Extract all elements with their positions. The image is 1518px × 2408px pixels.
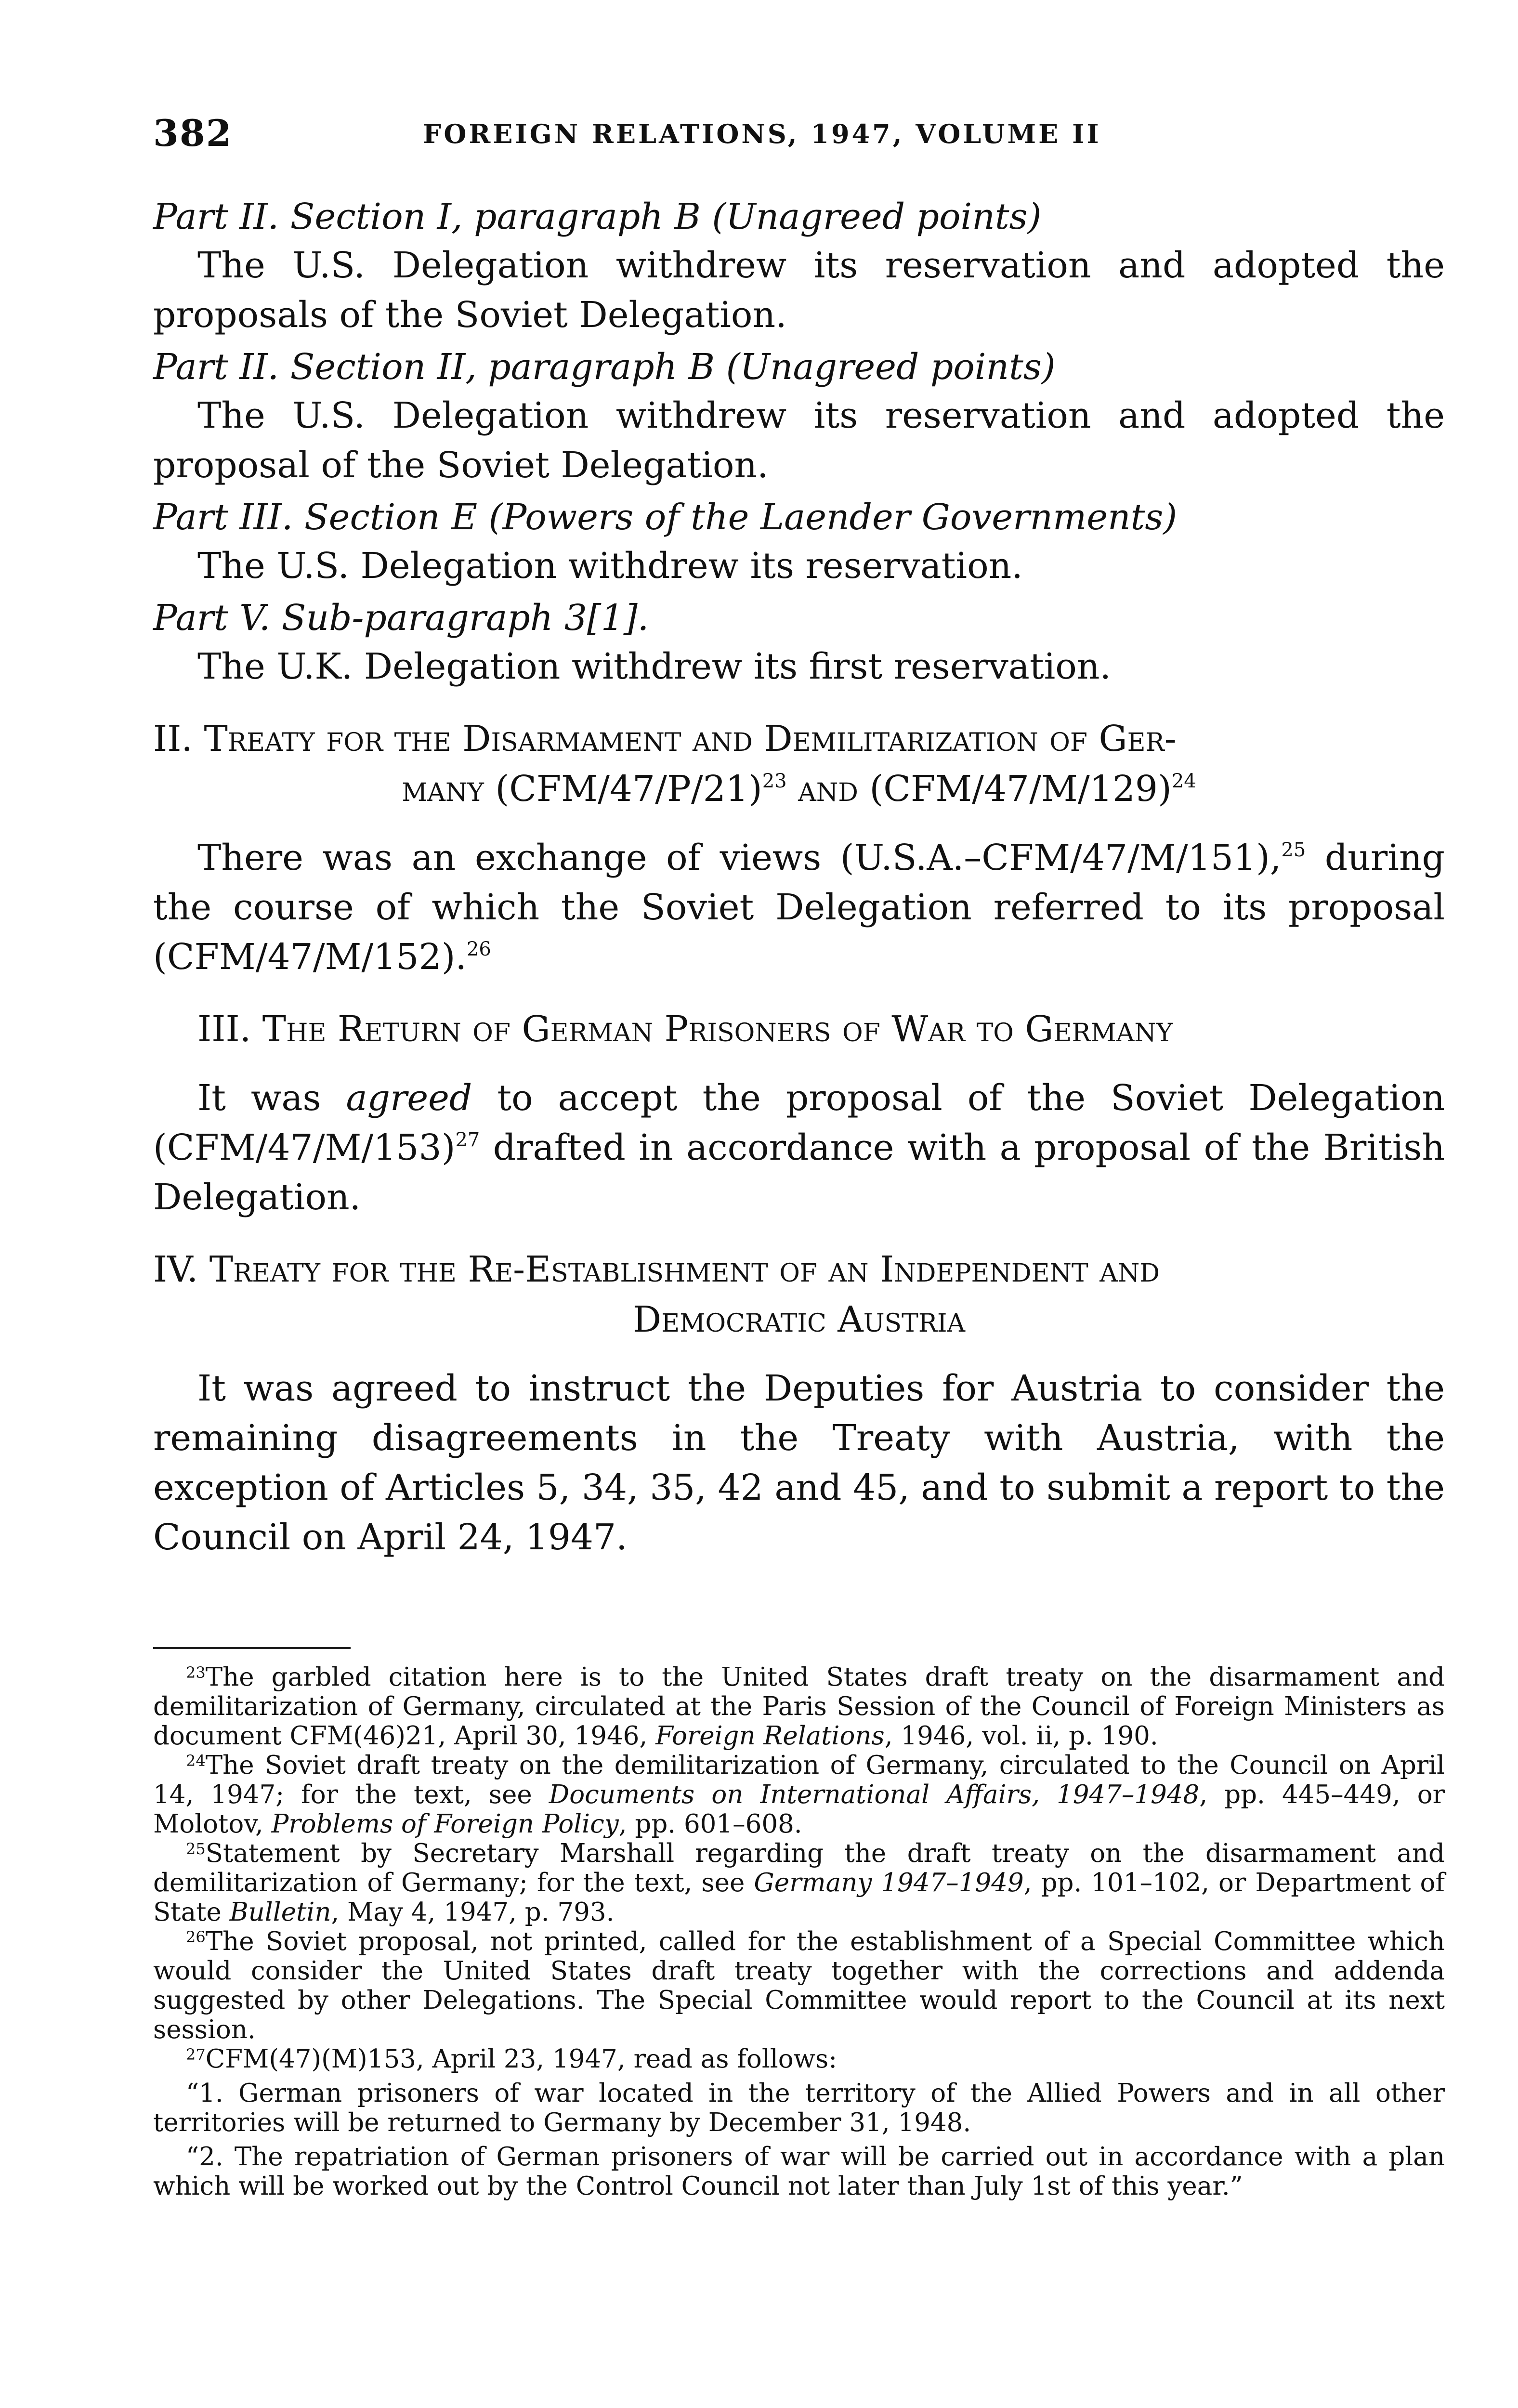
section-title-line: IV. Treaty for the Re-Establishment of an Independent and [153,1249,1160,1290]
paragraph: The U.S. Delegation withdrew its reservation and adopted the proposals of the Soviet Delegation. [153,245,1445,336]
paragraph: The U.S. Delegation withdrew its reservation. [197,545,1023,587]
document-page [153,0,1445,2408]
footnote-ref: 27 [455,1129,480,1151]
footnote-24: $^{24}$The Soviet draft treaty on the demilitarization of Germany, circulated to the Council on April 14, 1947; for the text, see Documents on International Affairs, 1947–1948, pp. 445–449, or Molotov, Problems of Foreign Policy, pp. 601–608. [153,1751,1445,1839]
footnote-ref: 25 [1281,839,1306,861]
subheading-part-iii-section-e: Part III. Section E (Powers of the Laender Governments) [153,497,1178,538]
footnote-quote: “1. German prisoners of war located in the territory of the Allied Powers and in all other territories will be returned to Germany by December 31, 1948. [153,2079,1445,2137]
running-head [153,112,1445,174]
footnote-23: $^{23}$The garbled citation here is to the United States draft treaty on the disarmament and demilitarization of Germany, circulated at the Paris Session of the Council of Foreign Ministers as document CFM(46)21, April 30, 1946, Foreign Relations, 1946, vol. ii, p. 190. [153,1662,1445,1751]
page-number: 382 [153,112,233,155]
section-number: II. [153,718,193,759]
section-title-line: many $(CFM/47/P/21)^{23}$ and $(CFM/47/M/129)^{24}$ [402,768,1196,810]
footnote-25: $^{25}$Statement by Secretary Marshall regarding the draft treaty on the disarmament and demilitarization of Germany; for the text, see Germany 1947–1949, pp. 101–102, or Department of State Bulletin, May 4, 1947, p. 793. [153,1839,1445,1927]
paragraph: The U.K. Delegation withdrew its first reservation. [197,646,1112,687]
main-text [153,193,1445,1565]
subheading-part-ii-section-i: Part II. Section I, paragraph B (Unagreed points) [153,196,1042,237]
paragraph: It was agreed to accept the proposal of the Soviet Delegation $(CFM/47/M/153)^{27}$ drafted in accordance with a proposal of the British Delegation. [153,1077,1445,1218]
footnote-quote: “2. The repatriation of German prisoners of war will be carried out in accordance with a plan which will be worked out by the Control Council not later than July 1st of this year.” [153,2142,1445,2201]
section-heading-iii: III. The Return of German Prisoners of War to Germany [197,1008,1173,1050]
footnote-ref: 24 [1171,770,1196,792]
subheading-part-v: Part V. Sub-paragraph 3[1]. [153,597,649,639]
footnote-divider [153,1647,351,1649]
footnote-27: $^{27}$CFM(47)(M)153, April 23, 1947, read as follows: [186,2044,838,2074]
footnote-26: $^{26}$The Soviet proposal, not printed, called for the establishment of a Special Committee which would consider the United States draft treaty together with the corrections and addenda suggested by other Delegations. The Special Committee would report to the Council at its next session. [153,1927,1445,2044]
footnote-ref: 26 [466,938,491,960]
footnote-ref: 23 [762,770,787,792]
footnotes [153,1662,1445,2201]
paragraph: The U.S. Delegation withdrew its reservation and adopted the proposal of the Soviet Delegation. [153,395,1445,486]
subheading-part-ii-section-ii: Part II. Section II, paragraph B (Unagreed points) [153,346,1056,388]
paragraph: There was an exchange of views (U.S.A.–CFM/47/M/151),$^{25}$ during the course of which the Soviet Delegation referred to its proposal (CFM/47/M/152).$^{26}$ [153,837,1445,978]
section-title-line: Democratic Austria [632,1299,966,1340]
section-heading-ii [153,714,1445,814]
running-title: FOREIGN RELATIONS, 1947, VOLUME II [423,118,1101,149]
paragraph: It was agreed to instruct the Deputies for Austria to consider the remaining disagreements in the Treaty with Austria, with the exception of Articles 5, 34, 35, 42 and 45, and to submit a report to the Council on April 24, 1947. [153,1368,1445,1558]
section-title-line: Treaty for the Disarmament and Demilitarization of Ger- [204,718,1177,759]
section-heading-iv [153,1244,1445,1345]
